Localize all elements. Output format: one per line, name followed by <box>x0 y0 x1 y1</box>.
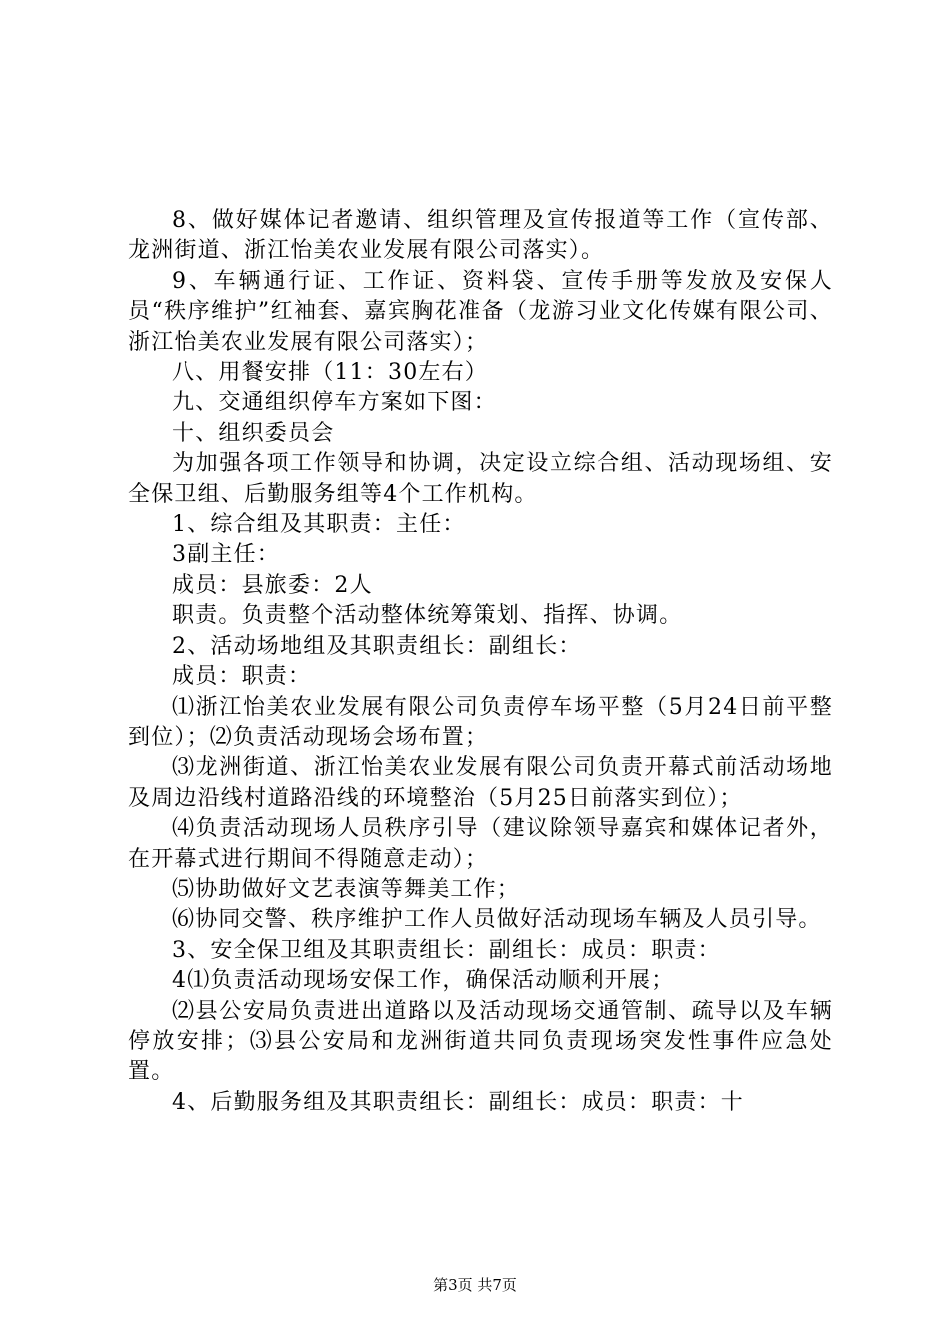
paragraph: ⑷负责活动现场人员秩序引导（建议除领导嘉宾和媒体记者外，在开幕式进行期间不得随意走动）； <box>128 816 833 872</box>
paragraph: ⑹协同交警、秩序维护工作人员做好活动现场车辆及人员引导。 <box>172 907 822 933</box>
paragraph: 8、做好媒体记者邀请、组织管理及宣传报道等工作（宣传部、龙洲街道、浙江怡美农业发展有限公司落实）。 <box>128 208 833 264</box>
paragraph: 1、综合组及其职责：主任： <box>172 512 466 538</box>
paragraph: 3副主任： <box>172 542 280 568</box>
paragraph: 为加强各项工作领导和协调，决定设立综合组、活动现场组、安全保卫组、后勤服务组等4个工作机构。 <box>128 451 833 507</box>
paragraph: 4、后勤服务组及其职责组长：副组长：成员：职责：十 <box>172 1089 744 1115</box>
paragraph: ⑴浙江怡美农业发展有限公司负责停车场平整（5月24日前平整到位）；⑵负责活动现场会场布置； <box>128 694 833 750</box>
paragraph: 3、安全保卫组及其职责组长：副组长：成员：职责： <box>172 937 721 963</box>
paragraph: 职责。负责整个活动整体统筹策划、指挥、协调。 <box>172 603 683 629</box>
paragraph: 4⑴负责活动现场安保工作，确保活动顺利开展； <box>172 968 675 994</box>
paragraph: 八、用餐安排（11：30左右） <box>172 360 488 386</box>
page-footer <box>0 1274 950 1295</box>
paragraph: ⑶龙洲街道、浙江怡美农业发展有限公司负责开幕式前活动场地及周边沿线村道路沿线的环境整治（5月25日前落实到位）； <box>128 755 833 811</box>
paragraph: ⑸协助做好文艺表演等舞美工作； <box>172 876 521 902</box>
document-body <box>128 206 833 1118</box>
paragraph: 十、组织委员会 <box>172 420 335 446</box>
page-number: 第3页 共7页 <box>433 1276 517 1294</box>
paragraph: 9、车辆通行证、工作证、资料袋、宣传手册等发放及安保人员“秩序维护”红袖套、嘉宾胸花准备（龙游习业文化传媒有限公司、浙江怡美农业发展有限公司落实）； <box>128 268 833 355</box>
paragraph: 成员：县旅委：2人 <box>172 572 373 598</box>
paragraph: 成员：职责： <box>172 664 312 690</box>
paragraph: ⑵县公安局负责进出道路以及活动现场交通管制、疏导以及车辆停放安排；⑶县公安局和龙洲街道共同负责现场突发性事件应急处置。 <box>128 998 833 1085</box>
paragraph: 2、活动场地组及其职责组长：副组长： <box>172 633 582 659</box>
paragraph: 九、交通组织停车方案如下图： <box>172 390 497 416</box>
